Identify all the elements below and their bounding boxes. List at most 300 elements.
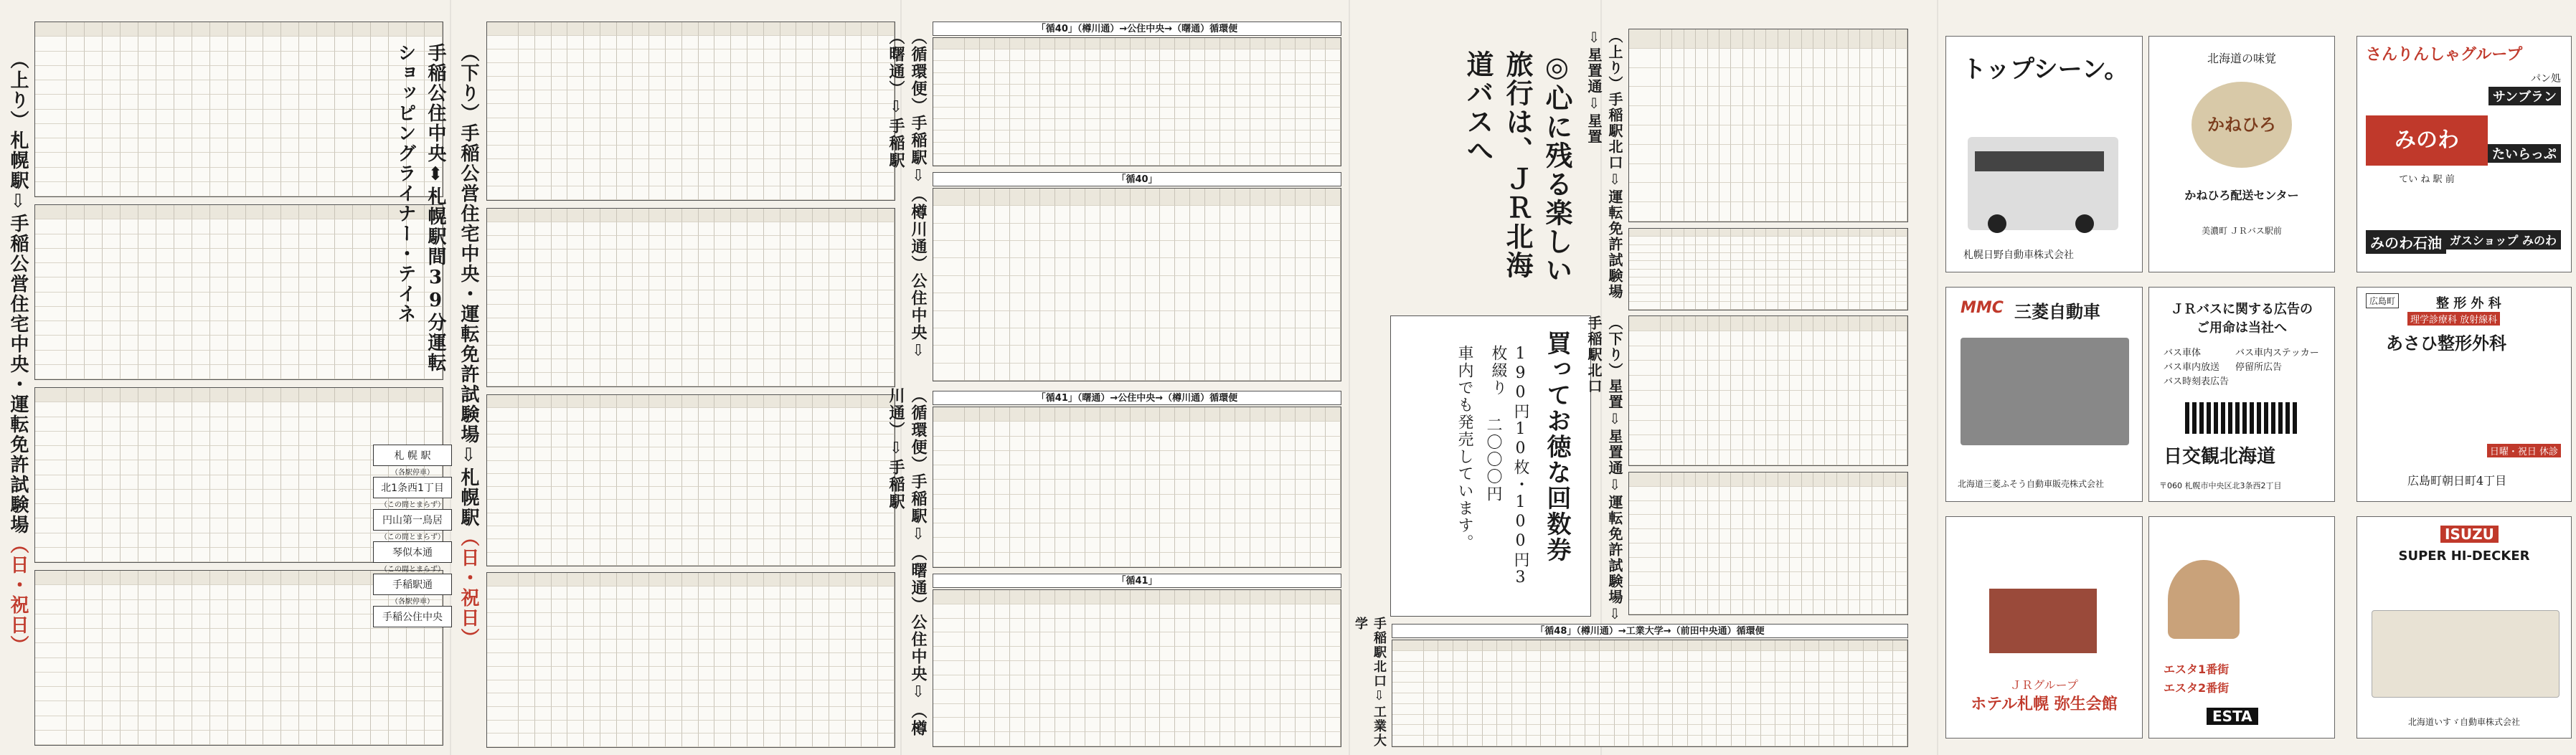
timetable-cell (584, 653, 600, 667)
timetable-cell (174, 234, 192, 249)
timetable-cell (1235, 293, 1250, 310)
timetable-cell (317, 548, 335, 562)
timetable-cell (1131, 523, 1146, 538)
timetable-cell (1719, 29, 1731, 49)
timetable-cell (1220, 38, 1235, 49)
timetable-cell (1160, 661, 1175, 675)
timetable-cell (67, 95, 85, 109)
timetable-cell (1131, 119, 1146, 130)
timetable-cell (1673, 715, 1687, 726)
timetable-cell (933, 224, 965, 241)
timetable-cell (764, 222, 780, 236)
timetable-cell (519, 613, 535, 627)
timetable-cell (85, 22, 103, 37)
timetable-cell (1326, 604, 1341, 619)
timetable-cell (1175, 437, 1190, 451)
timetable-cell (1708, 68, 1719, 87)
timetable-cell (1872, 49, 1884, 68)
timetable-cell (995, 73, 1010, 85)
timetable-cell (567, 104, 584, 118)
timetable-cell (1731, 68, 1742, 87)
timetable-cell (862, 318, 878, 332)
timetable-cell (1688, 725, 1702, 736)
timetable-cell (666, 693, 682, 707)
timetable-cell (1085, 293, 1100, 310)
timetable-cell (567, 373, 584, 386)
timetable-cell (1115, 328, 1131, 346)
timetable-cell (829, 186, 846, 200)
timetable-cell (103, 182, 121, 196)
timetable-cell (1790, 270, 1801, 277)
timetable-cell (487, 359, 519, 373)
timetable-cell (371, 80, 389, 95)
timetable-cell (552, 395, 568, 408)
timetable-cell (933, 130, 965, 142)
timetable-cell (174, 600, 192, 614)
timetable-cell (317, 687, 335, 701)
timetable-cell (600, 346, 617, 359)
timetable-cell (796, 22, 813, 36)
timetable-cell (780, 408, 797, 421)
timetable-cell (1424, 651, 1438, 662)
timetable-cell (228, 571, 246, 585)
timetable-cell (1311, 480, 1326, 494)
timetable-cell (1010, 523, 1025, 538)
timetable-cell (1175, 465, 1190, 480)
timetable-cell (1468, 651, 1482, 662)
timetable-cell (1849, 450, 1860, 465)
timetable-cell (299, 518, 317, 533)
timetable-cell (1296, 73, 1311, 85)
timetable-cell (780, 63, 797, 77)
timetable-cell (1265, 206, 1280, 223)
timetable-cell (862, 305, 878, 318)
timetable-cell (1296, 509, 1311, 523)
timetable-cell (299, 365, 317, 379)
timetable-cell (1672, 435, 1684, 450)
timetable-cell (35, 52, 67, 66)
timetable-cell (682, 250, 699, 263)
timetable-cell (1265, 704, 1280, 718)
timetable-cell (714, 90, 731, 104)
timetable-cell (699, 118, 715, 132)
timetable-cell (1146, 619, 1161, 633)
timetable-cell (862, 435, 878, 447)
timetable-cell (85, 205, 103, 219)
timetable-cell (1392, 736, 1424, 746)
timetable-cell (281, 518, 299, 533)
timetable-cell (1250, 523, 1265, 538)
timetable-cell (764, 599, 780, 613)
timetable-cell (317, 731, 335, 745)
timetable-cell (1115, 311, 1131, 328)
timetable-cell (862, 500, 878, 513)
timetable-cell (1040, 590, 1055, 604)
timetable-cell (138, 731, 156, 745)
timetable-cell (174, 643, 192, 657)
timetable-cell (1115, 675, 1131, 690)
timetable-cell (371, 388, 389, 402)
topscene-company: 札幌日野自動車株式会社 (1963, 250, 2074, 261)
timetable-cell (1813, 572, 1825, 587)
timetable-cell (67, 293, 85, 307)
timetable-cell (862, 118, 878, 132)
timetable-cell (1025, 604, 1040, 619)
timetable-cell (682, 373, 699, 386)
timetable-cell (1872, 376, 1884, 391)
timetable-cell (35, 417, 67, 432)
timetable-cell (1100, 61, 1115, 72)
timetable-cell (1629, 704, 1643, 715)
timetable-cell (1790, 253, 1801, 261)
timetable-cell (714, 447, 731, 460)
timetable-cell (299, 600, 317, 614)
timetable-cell (228, 518, 246, 533)
timetable-cell (299, 687, 317, 701)
timetable-cell (829, 526, 846, 539)
timetable-cell (633, 461, 649, 474)
timetable-cell (1813, 245, 1825, 253)
timetable-cell (980, 718, 995, 732)
note-between-1: （この間とまらず） (380, 501, 445, 509)
timetable-cell (1708, 501, 1719, 516)
timetable-cell (1684, 501, 1696, 516)
timetable-cell (35, 548, 67, 562)
timetable-cell (995, 61, 1010, 72)
timetable-cell (1131, 647, 1146, 661)
timetable-cell (174, 293, 192, 307)
timetable-cell (281, 124, 299, 138)
timetable-cell (156, 673, 174, 687)
ad-kanehiro (2148, 36, 2335, 272)
timetable-cell (600, 653, 617, 667)
timetable-cell (1115, 38, 1131, 49)
timetable-cell (1684, 600, 1696, 614)
timetable-cell (281, 548, 299, 562)
timetable-cell (1131, 590, 1146, 604)
timetable-cell (1896, 302, 1907, 310)
timetable-cell (121, 66, 138, 80)
timetable-cell (796, 118, 813, 132)
timetable-cell (1778, 421, 1790, 436)
timetable-cell (1280, 509, 1296, 523)
timetable-cell (228, 321, 246, 336)
timetable-cell (995, 241, 1010, 258)
timetable-cell (1775, 662, 1790, 673)
timetable-cell (552, 680, 568, 694)
timetable-cell (813, 573, 829, 587)
timetable-cell (1175, 718, 1190, 732)
timetable-cell (1070, 480, 1085, 494)
timetable-cell (1146, 590, 1161, 604)
timetable-cell (1085, 480, 1100, 494)
timetable-cell (1702, 725, 1717, 736)
timetable-cell (633, 627, 649, 640)
timetable-cell (1296, 276, 1311, 293)
timetable-cell (1100, 130, 1115, 142)
timetable-cell (1849, 391, 1860, 406)
timetable-cell (1512, 683, 1527, 693)
timetable-cell (1453, 662, 1468, 673)
timetable-cell (1659, 725, 1673, 736)
timetable-cell (1766, 125, 1778, 145)
timetable-cell (1849, 245, 1860, 253)
timetable-cell (353, 446, 371, 460)
timetable-cell (1860, 106, 1872, 125)
timetable-cell (281, 249, 299, 263)
timetable-cell (1100, 661, 1115, 675)
timetable-cell (263, 402, 281, 417)
timetable-cell (995, 108, 1010, 119)
timetable-cell (1438, 662, 1453, 673)
timetable-cell (35, 533, 67, 548)
timetable-cell (600, 721, 617, 734)
timetable-cell (633, 680, 649, 694)
timetable-cell (1235, 465, 1250, 480)
timetable-p1-b (34, 204, 443, 380)
timetable-cell (246, 548, 264, 562)
timetable-cell (1497, 662, 1511, 673)
timetable-cell (210, 388, 228, 402)
timetable-cell (335, 388, 353, 402)
ad-topscene (1945, 36, 2143, 272)
timetable-cell (1731, 600, 1742, 614)
timetable-cell (552, 173, 568, 186)
timetable-cell (35, 475, 67, 490)
timetable-cell (552, 667, 568, 680)
timetable-cell (1296, 49, 1311, 61)
timetable-cell (121, 533, 138, 548)
timetable-p3-c (486, 394, 895, 566)
timetable-cell (965, 38, 980, 49)
panel6-title-down: （下り）星置⇩星置通⇩運転免許試験場⇩手稲駅北口 (1585, 315, 1623, 624)
timetable-cell (1629, 558, 1661, 572)
timetable-cell (317, 138, 335, 153)
timetable-cell (813, 526, 829, 539)
timetable-cell (1010, 119, 1025, 130)
timetable-cell (764, 159, 780, 173)
timetable-cell (796, 435, 813, 447)
timetable-cell (487, 680, 519, 694)
timetable-cell (1778, 270, 1790, 277)
timetable-cell (1115, 495, 1131, 509)
timetable-cell (980, 328, 995, 346)
timetable-cell (1731, 376, 1742, 391)
timetable-cell (1896, 145, 1907, 164)
timetable-cell (552, 90, 568, 104)
timetable-cell (210, 518, 228, 533)
timetable-cell (1190, 590, 1205, 604)
timetable-cell (1265, 364, 1280, 381)
timetable-cell (813, 395, 829, 408)
timetable-cell (731, 118, 747, 132)
timetable-cell (682, 721, 699, 734)
timetable-cell (682, 277, 699, 290)
timetable-cell (965, 718, 980, 732)
timetable-cell (210, 205, 228, 219)
timetable-cell (1684, 106, 1696, 125)
timetable-cell (980, 647, 995, 661)
timetable-cell (85, 321, 103, 336)
timetable-cell (829, 36, 846, 49)
timetable-cell (1600, 725, 1614, 736)
timetable-cell (617, 599, 633, 613)
timetable-cell (699, 346, 715, 359)
timetable-cell (138, 153, 156, 167)
timetable-cell (85, 460, 103, 475)
timetable-cell (862, 487, 878, 500)
timetable-cell (67, 446, 85, 460)
timetable-cell (174, 277, 192, 292)
timetable-cell (519, 474, 535, 487)
timetable-cell (1732, 651, 1746, 662)
timetable-cell (980, 437, 995, 451)
timetable-cell (699, 667, 715, 680)
timetable-cell (1175, 276, 1190, 293)
timetable-cell (600, 236, 617, 250)
timetable-cell (600, 305, 617, 318)
timetable-cell (1497, 715, 1511, 726)
timetable-cell (1702, 662, 1717, 673)
timetable-cell (600, 640, 617, 653)
timetable-cell (829, 435, 846, 447)
timetable-cell (1719, 270, 1731, 277)
timetable-cell (1802, 125, 1813, 145)
timetable-cell (535, 373, 552, 386)
timetable-cell (1629, 261, 1661, 269)
timetable-cell (933, 85, 965, 96)
timetable-cell (174, 701, 192, 716)
timetable-cell (780, 222, 797, 236)
timetable-cell (1205, 704, 1220, 718)
timetable-cell (335, 533, 353, 548)
timetable-cell (156, 249, 174, 263)
timetable-cell (1813, 361, 1825, 376)
timetable-cell (1010, 258, 1025, 275)
timetable-cell (813, 263, 829, 277)
timetable-cell (121, 504, 138, 518)
timetable-cell (1070, 690, 1085, 704)
timetable-cell (1849, 640, 1863, 651)
timetable-cell (535, 146, 552, 159)
timetable-cell (1778, 237, 1790, 244)
timetable-cell (617, 680, 633, 694)
timetable-cell (933, 632, 965, 647)
timetable-cell (699, 707, 715, 721)
timetable-cell (1884, 450, 1895, 465)
timetable-cell (1672, 331, 1684, 346)
timetable-cell (649, 461, 666, 474)
timetable-cell (714, 435, 731, 447)
timetable-cell (1010, 451, 1025, 465)
timetable-cell (1160, 241, 1175, 258)
timetable-cell (1040, 276, 1055, 293)
timetable-cell (1696, 229, 1707, 237)
timetable-cell (487, 500, 519, 513)
timetable-cell (829, 305, 846, 318)
timetable-cell (1746, 736, 1760, 746)
timetable-cell (1778, 29, 1790, 49)
timetable-cell (138, 417, 156, 432)
timetable-cell (85, 153, 103, 167)
timetable-cell (1864, 640, 1878, 651)
timetable-cell (246, 205, 264, 219)
timetable-cell (1775, 672, 1790, 683)
timetable-cell (1746, 683, 1760, 693)
timetable-cell (1860, 293, 1872, 301)
timetable-cell (192, 22, 210, 37)
timetable-cell (731, 653, 747, 667)
timetable-cell (780, 487, 797, 500)
route40-header-2: 「循40」 (933, 172, 1341, 186)
timetable-cell (1743, 261, 1755, 269)
timetable-cell (85, 182, 103, 196)
timetable-cell (85, 219, 103, 234)
timetable-cell (35, 673, 67, 687)
timetable-cell (995, 675, 1010, 690)
timetable-cell (1205, 451, 1220, 465)
timetable-cell (1696, 487, 1707, 501)
timetable-cell (1766, 543, 1778, 558)
timetable-cell (682, 132, 699, 146)
timetable-cell (1131, 437, 1146, 451)
timetable-cell (1791, 662, 1805, 673)
timetable-cell (567, 22, 584, 36)
timetable-cell (862, 250, 878, 263)
timetable-cell (1719, 450, 1731, 465)
timetable-cell (633, 447, 649, 460)
timetable-cell (1040, 130, 1055, 142)
timetable-cell (1512, 736, 1527, 746)
timetable-cell (1296, 553, 1311, 567)
timetable-cell (1659, 683, 1673, 693)
timetable-cell (371, 402, 389, 417)
timetable-cell (1643, 736, 1658, 746)
timetable-cell (1629, 49, 1661, 68)
timetable-cell (121, 219, 138, 234)
timetable-cell (1115, 465, 1131, 480)
timetable-cell (552, 627, 568, 640)
timetable-cell (980, 407, 995, 422)
timetable-cell (813, 118, 829, 132)
timetable-cell (995, 96, 1010, 108)
timetable-cell (1790, 106, 1801, 125)
timetable-cell (1160, 523, 1175, 538)
timetable-cell (1070, 604, 1085, 619)
timetable-cell (1790, 600, 1801, 614)
timetable-cell (1849, 529, 1860, 543)
timetable-cell (1115, 119, 1131, 130)
timetable-cell (1684, 285, 1696, 293)
timetable-cell (600, 733, 617, 747)
timetable-cell (1778, 558, 1790, 572)
timetable-cell (407, 673, 425, 687)
timetable-cell (1661, 558, 1672, 572)
timetable-cell (980, 690, 995, 704)
timetable-cell (666, 435, 682, 447)
timetable-cell (862, 627, 878, 640)
timetable-cell (1661, 543, 1672, 558)
timetable-cell (174, 138, 192, 153)
timetable-cell (1884, 361, 1895, 376)
timetable-cell (1896, 346, 1907, 361)
timetable-cell (138, 351, 156, 365)
timetable-cell (731, 305, 747, 318)
timetable-cell (1131, 619, 1146, 633)
timetable-cell (1731, 346, 1742, 361)
timetable-cell (1872, 302, 1884, 310)
timetable-cell (1453, 683, 1468, 693)
